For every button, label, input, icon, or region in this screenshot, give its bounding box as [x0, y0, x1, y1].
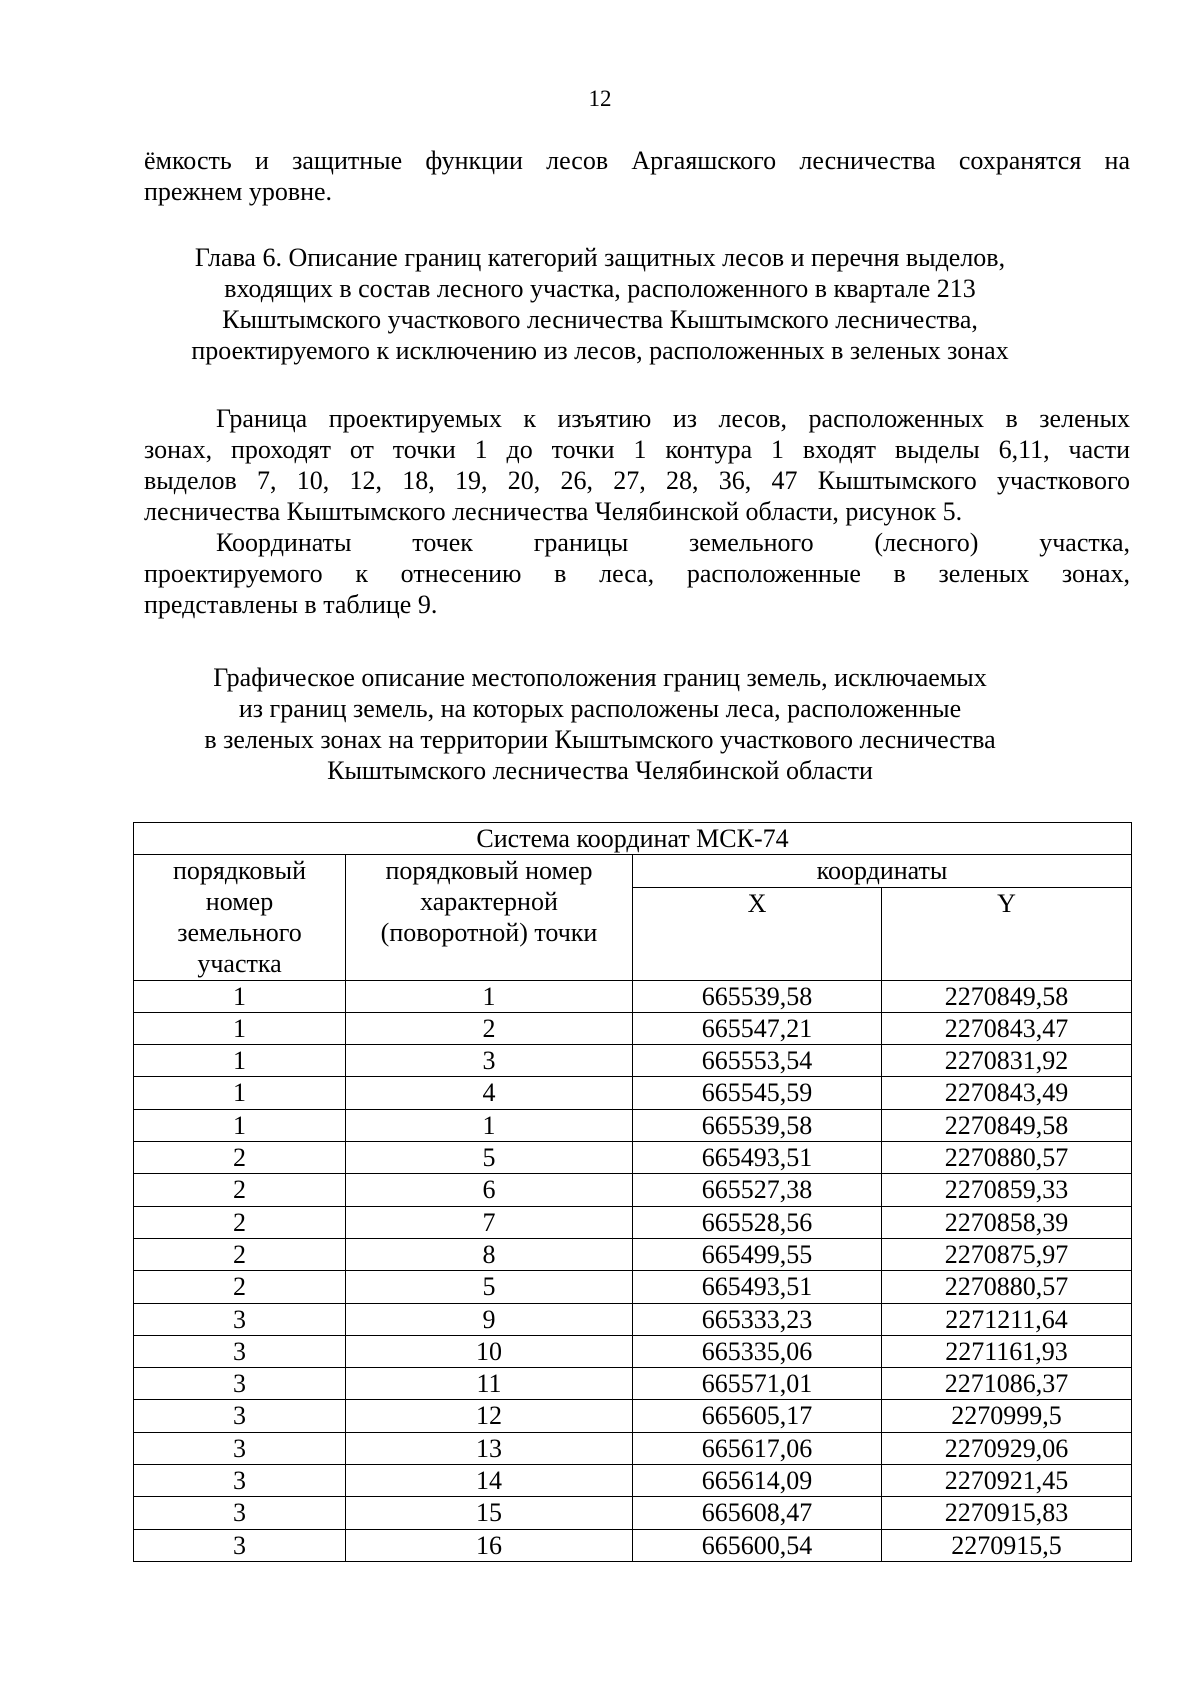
y-coordinate-cell: 2271161,93 — [882, 1335, 1132, 1367]
plot-number-cell: 2 — [134, 1174, 346, 1206]
y-coordinate-cell: 2270999,5 — [882, 1400, 1132, 1432]
table-row — [134, 1206, 1132, 1238]
x-coordinate-cell: 665493,51 — [633, 1142, 882, 1174]
point-number-cell: 5 — [346, 1271, 633, 1303]
point-number-cell: 9 — [346, 1303, 633, 1335]
y-coordinate-cell: 2271086,37 — [882, 1368, 1132, 1400]
table-row — [134, 1497, 1132, 1529]
y-coordinate-cell: 2271211,64 — [882, 1303, 1132, 1335]
plot-number-cell: 3 — [134, 1465, 346, 1497]
y-coordinate-cell: 2270843,47 — [882, 1012, 1132, 1044]
x-coordinate-cell: 665571,01 — [633, 1368, 882, 1400]
table-row — [134, 980, 1132, 1012]
y-coordinate-cell: 2270915,83 — [882, 1497, 1132, 1529]
point-number-cell: 1 — [346, 980, 633, 1012]
plot-number-cell: 3 — [134, 1497, 346, 1529]
body-line: Координаты точек границы земельного (лесного) участка, — [216, 528, 1130, 557]
point-number-cell: 8 — [346, 1238, 633, 1270]
x-coordinate-cell: 665617,06 — [633, 1432, 882, 1464]
header-line: номер — [205, 887, 274, 917]
plot-number-cell: 3 — [134, 1432, 346, 1464]
y-coordinate-cell: 2270880,57 — [882, 1271, 1132, 1303]
plot-number-cell: 3 — [134, 1368, 346, 1400]
coordinates-header: координаты — [633, 855, 1132, 887]
y-coordinate-cell: 2270849,58 — [882, 1109, 1132, 1141]
plot-number-cell: 3 — [134, 1335, 346, 1367]
y-coordinate-cell: 2270858,39 — [882, 1206, 1132, 1238]
x-coordinate-cell: 665614,09 — [633, 1465, 882, 1497]
body-line: зонах, проходят от точки 1 до точки 1 контура 1 входят выделы 6,11, части — [144, 435, 1130, 464]
x-coordinate-cell: 665539,58 — [633, 1109, 882, 1141]
chapter-title-line: проектируемого к исключению из лесов, расположенных в зеленых зонах — [191, 336, 1009, 365]
chapter-title-line: Кыштымского участкового лесничества Кыштымского лесничества, — [222, 305, 978, 334]
table-caption-line: в зеленых зонах на территории Кыштымского участкового лесничества — [204, 725, 996, 754]
plot-number-cell: 2 — [134, 1271, 346, 1303]
header-line: порядковый — [172, 856, 307, 886]
point-number-cell: 7 — [346, 1206, 633, 1238]
table-caption-line: Графическое описание местоположения границ земель, исключаемых — [213, 663, 987, 692]
table-caption-line: Кыштымского лесничества Челябинской области — [327, 756, 873, 785]
point-number-cell: 14 — [346, 1465, 633, 1497]
point-number-cell: 2 — [346, 1012, 633, 1044]
table-row — [134, 1045, 1132, 1077]
x-coordinate-cell: 665539,58 — [633, 980, 882, 1012]
header-line: характерной — [420, 887, 558, 917]
plot-number-cell: 1 — [134, 1045, 346, 1077]
table-row — [134, 1174, 1132, 1206]
y-coordinate-cell: 2270921,45 — [882, 1465, 1132, 1497]
plot-number-cell: 2 — [134, 1206, 346, 1238]
body-line: представлены в таблице 9. — [144, 590, 438, 619]
plot-number-cell: 2 — [134, 1238, 346, 1270]
y-header: Y — [882, 887, 1132, 980]
plot-number-cell: 3 — [134, 1529, 346, 1561]
table-row — [134, 1271, 1132, 1303]
header-line: порядковый номер — [385, 856, 593, 886]
intro-line: ёмкость и защитные функции лесов Аргаяшского лесничества сохранятся на — [144, 146, 1130, 175]
y-coordinate-cell: 2270831,92 — [882, 1045, 1132, 1077]
table-row — [134, 1303, 1132, 1335]
x-coordinate-cell: 665553,54 — [633, 1045, 882, 1077]
x-coordinate-cell: 665499,55 — [633, 1238, 882, 1270]
x-coordinate-cell: 665528,56 — [633, 1206, 882, 1238]
table-caption — [0, 662, 1200, 786]
plot-number-cell: 1 — [134, 1012, 346, 1044]
page-number: 12 — [588, 86, 612, 111]
plot-number-cell: 3 — [134, 1303, 346, 1335]
intro-line: прежнем уровне. — [144, 177, 333, 206]
point-number-cell: 16 — [346, 1529, 633, 1561]
plot-number-cell: 1 — [134, 1077, 346, 1109]
y-coordinate-cell: 2270843,49 — [882, 1077, 1132, 1109]
coordinates-table — [133, 822, 1132, 1562]
point-number-cell: 1 — [346, 1109, 633, 1141]
plot-number-cell: 3 — [134, 1400, 346, 1432]
coordinate-system-header: Система координат МСК-74 — [134, 823, 1132, 855]
y-coordinate-cell: 2270880,57 — [882, 1142, 1132, 1174]
table-row — [134, 1238, 1132, 1270]
point-number-cell: 11 — [346, 1368, 633, 1400]
table-row — [134, 1077, 1132, 1109]
body-line: лесничества Кыштымского лесничества Челябинской области, рисунок 5. — [144, 497, 963, 526]
table-row — [134, 1109, 1132, 1141]
header-line: земельного — [177, 918, 302, 948]
plot-number-cell: 2 — [134, 1142, 346, 1174]
y-coordinate-cell: 2270875,97 — [882, 1238, 1132, 1270]
header-line: (поворотной) точки — [380, 918, 598, 948]
plot-number-cell: 1 — [134, 980, 346, 1012]
header-line: участка — [197, 949, 282, 979]
table-body — [134, 980, 1132, 1561]
x-coordinate-cell: 665527,38 — [633, 1174, 882, 1206]
point-number-cell: 13 — [346, 1432, 633, 1464]
plot-number-cell: 1 — [134, 1109, 346, 1141]
point-number-header — [346, 855, 633, 980]
y-coordinate-cell: 2270859,33 — [882, 1174, 1132, 1206]
y-coordinate-cell: 2270929,06 — [882, 1432, 1132, 1464]
body-paragraphs — [144, 403, 1130, 620]
x-coordinate-cell: 665493,51 — [633, 1271, 882, 1303]
x-coordinate-cell: 665547,21 — [633, 1012, 882, 1044]
x-coordinate-cell: 665333,23 — [633, 1303, 882, 1335]
intro-paragraph — [144, 145, 1130, 207]
body-line: проектируемого к отнесению в леса, расположенные в зеленых зонах, — [144, 559, 1130, 588]
x-coordinate-cell: 665605,17 — [633, 1400, 882, 1432]
x-coordinate-cell: 665335,06 — [633, 1335, 882, 1367]
body-line: Граница проектируемых к изъятию из лесов, расположенных в зеленых — [216, 404, 1130, 433]
table-row — [134, 1142, 1132, 1174]
point-number-cell: 5 — [346, 1142, 633, 1174]
x-coordinate-cell: 665545,59 — [633, 1077, 882, 1109]
chapter-title — [0, 242, 1200, 366]
y-coordinate-cell: 2270915,5 — [882, 1529, 1132, 1561]
point-number-cell: 15 — [346, 1497, 633, 1529]
table-row — [134, 1368, 1132, 1400]
point-number-cell: 6 — [346, 1174, 633, 1206]
table-row — [134, 1432, 1132, 1464]
chapter-title-line: Глава 6. Описание границ категорий защитных лесов и перечня выделов, — [194, 243, 1006, 272]
plot-number-header — [134, 855, 346, 980]
body-line: выделов 7, 10, 12, 18, 19, 20, 26, 27, 28, 36, 47 Кыштымского участкового — [144, 466, 1130, 495]
table-row — [134, 1465, 1132, 1497]
point-number-cell: 4 — [346, 1077, 633, 1109]
table-caption-line: из границ земель, на которых расположены леса, расположенные — [238, 694, 962, 723]
x-coordinate-cell: 665608,47 — [633, 1497, 882, 1529]
point-number-cell: 3 — [346, 1045, 633, 1077]
x-header: X — [633, 887, 882, 980]
table-row — [134, 1335, 1132, 1367]
point-number-cell: 10 — [346, 1335, 633, 1367]
table-row — [134, 1012, 1132, 1044]
table-row — [134, 1400, 1132, 1432]
table-row — [134, 1529, 1132, 1561]
x-coordinate-cell: 665600,54 — [633, 1529, 882, 1561]
chapter-title-line: входящих в состав лесного участка, расположенного в квартале 213 — [224, 274, 976, 303]
y-coordinate-cell: 2270849,58 — [882, 980, 1132, 1012]
point-number-cell: 12 — [346, 1400, 633, 1432]
